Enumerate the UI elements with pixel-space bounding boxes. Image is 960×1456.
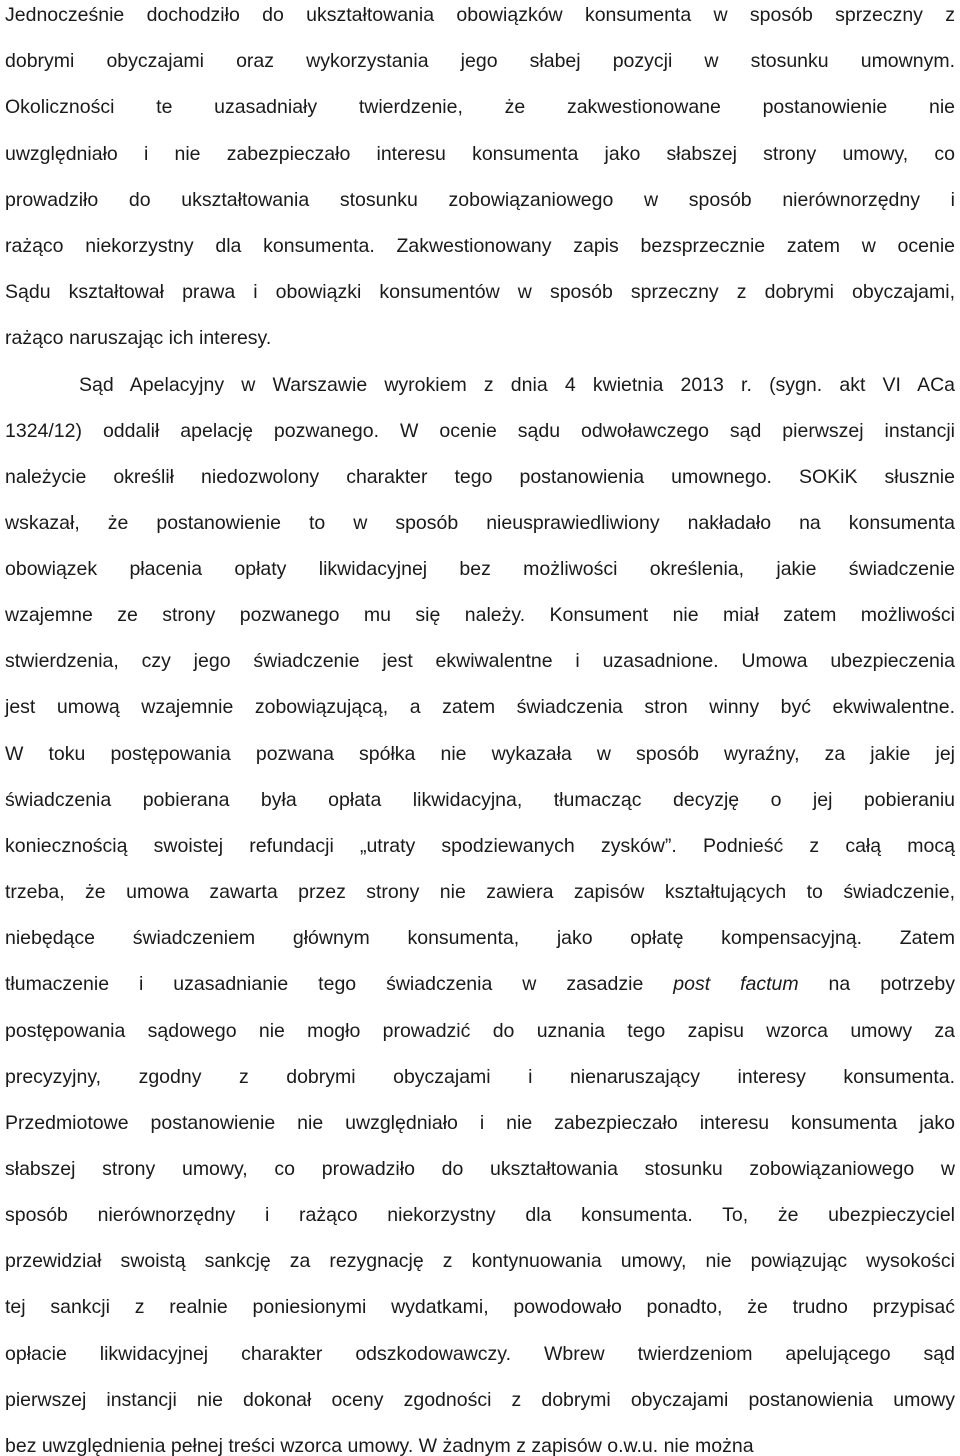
text-line xyxy=(5,508,955,538)
text-segment: Sąd Apelacyjny w Warszawie wyrokiem z dnia 4 kwietnia 2013 r. (sygn. akt VI ACa xyxy=(79,374,955,396)
text-line xyxy=(5,1292,955,1322)
text-segment: Okoliczności te uzasadniały twierdzenie, że zakwestionowane postanowienie nie xyxy=(5,96,955,118)
text-line xyxy=(5,1154,955,1184)
text-segment: przewidział swoistą sankcję za rezygnację z kontynuowania umowy, nie powiązując wysokości xyxy=(5,1250,955,1272)
text-line xyxy=(5,600,955,630)
text-line xyxy=(5,1108,955,1138)
text-segment: postępowania sądowego nie mogło prowadzić do uznania tego zapisu wzorca umowy za xyxy=(5,1020,955,1042)
text-segment: 1324/12) oddalił apelację pozwanego. W ocenie sądu odwoławczego sąd pierwszej instancji xyxy=(5,420,955,442)
text-line xyxy=(5,1339,955,1369)
text-line xyxy=(5,462,955,492)
text-line xyxy=(5,416,955,446)
text-segment: koniecznością swoistej refundacji „utraty spodziewanych zysków”. Podnieść z całą mocą xyxy=(5,835,955,857)
text-segment: precyzyjny, zgodny z dobrymi obyczajami i nienaruszający interesy konsumenta. xyxy=(5,1066,955,1088)
text-segment: dobrymi obyczajami oraz wykorzystania jego słabej pozycji w stosunku umownym. xyxy=(5,50,955,72)
text-line xyxy=(5,231,955,261)
text-line xyxy=(5,185,955,215)
text-segment: na potrzeby xyxy=(798,973,955,995)
text-line xyxy=(5,46,955,76)
text-line xyxy=(5,1062,955,1092)
text-segment: rażąco niekorzystny dla konsumenta. Zakwestionowany zapis bezsprzecznie zatem w ocenie xyxy=(5,235,955,257)
text-segment: stwierdzenia, czy jego świadczenie jest ekwiwalentne i uzasadnione. Umowa ubezpieczenia xyxy=(5,650,955,672)
text-line xyxy=(5,692,955,722)
text-segment: tłumaczenie i uzasadnianie tego świadczenia w zasadzie xyxy=(5,973,674,995)
text-line xyxy=(5,1246,955,1276)
text-segment: trzeba, że umowa zawarta przez strony nie zawiera zapisów kształtujących to świadczenie, xyxy=(5,881,955,903)
text-line xyxy=(5,1016,955,1046)
text-line xyxy=(5,0,955,30)
text-line xyxy=(5,969,955,999)
text-segment: rażąco naruszając ich interesy. xyxy=(5,327,272,349)
text-line xyxy=(5,739,955,769)
text-line xyxy=(5,923,955,953)
text-line xyxy=(5,277,955,307)
text-segment: opłacie likwidacyjnej charakter odszkodowawczy. Wbrew twierdzeniom apelującego sąd xyxy=(5,1343,955,1365)
text-segment: sposób nierównorzędny i rażąco niekorzystny dla konsumenta. To, że ubezpieczyciel xyxy=(5,1204,955,1226)
text-line xyxy=(5,139,955,169)
text-line xyxy=(5,785,955,815)
text-line xyxy=(5,92,955,122)
text-line xyxy=(5,323,955,353)
text-segment: uwzględniało i nie zabezpieczało interesu konsumenta jako słabszej strony umowy, co xyxy=(5,143,955,165)
text-segment: świadczenia pobierana była opłata likwidacyjna, tłumacząc decyzję o jej pobieraniu xyxy=(5,789,955,811)
text-segment: prowadziło do ukształtowania stosunku zobowiązaniowego w sposób nierównorzędny i xyxy=(5,189,955,211)
text-segment: słabszej strony umowy, co prowadziło do ukształtowania stosunku zobowiązaniowego w xyxy=(5,1158,955,1180)
text-segment: Przedmiotowe postanowienie nie uwzględniało i nie zabezpieczało interesu konsumenta jako xyxy=(5,1112,955,1134)
italic-text-segment: post factum xyxy=(673,973,799,995)
text-segment: jest umową wzajemnie zobowiązującą, a zatem świadczenia stron winny być ekwiwalentne. xyxy=(5,696,955,718)
text-segment: wskazał, że postanowienie to w sposób nieusprawiedliwiony nakładało na konsumenta xyxy=(5,512,955,534)
text-line xyxy=(5,1385,955,1415)
text-line xyxy=(5,1431,955,1456)
text-segment: obowiązek płacenia opłaty likwidacyjnej bez możliwości określenia, jakie świadczenie xyxy=(5,558,955,580)
text-segment: Sądu kształtował prawa i obowiązki konsumentów w sposób sprzeczny z dobrymi obyczajami, xyxy=(5,281,955,303)
text-line xyxy=(5,646,955,676)
text-segment: należycie określił niedozwolony charakter tego postanowienia umownego. SOKiK słusznie xyxy=(5,466,955,488)
text-line xyxy=(5,554,955,584)
text-line xyxy=(5,877,955,907)
text-line xyxy=(5,831,955,861)
text-segment: pierwszej instancji nie dokonał oceny zgodności z dobrymi obyczajami postanowienia umowy xyxy=(5,1389,955,1411)
text-segment: niebędące świadczeniem głównym konsumenta, jako opłatę kompensacyjną. Zatem xyxy=(5,927,955,949)
text-segment: Jednocześnie dochodziło do ukształtowania obowiązków konsumenta w sposób sprzeczny z xyxy=(5,4,955,26)
text-segment: wzajemne ze strony pozwanego mu się należy. Konsument nie miał zatem możliwości xyxy=(5,604,955,626)
text-segment: W toku postępowania pozwana spółka nie wykazała w sposób wyraźny, za jakie jej xyxy=(5,743,955,765)
text-segment: tej sankcji z realnie poniesionymi wydatkami, powodowało ponadto, że trudno przypisać xyxy=(5,1296,955,1318)
text-line xyxy=(5,1200,955,1230)
text-line xyxy=(79,370,955,400)
text-segment: bez uwzględnienia pełnej treści wzorca umowy. W żadnym z zapisów o.w.u. nie można xyxy=(5,1435,754,1456)
